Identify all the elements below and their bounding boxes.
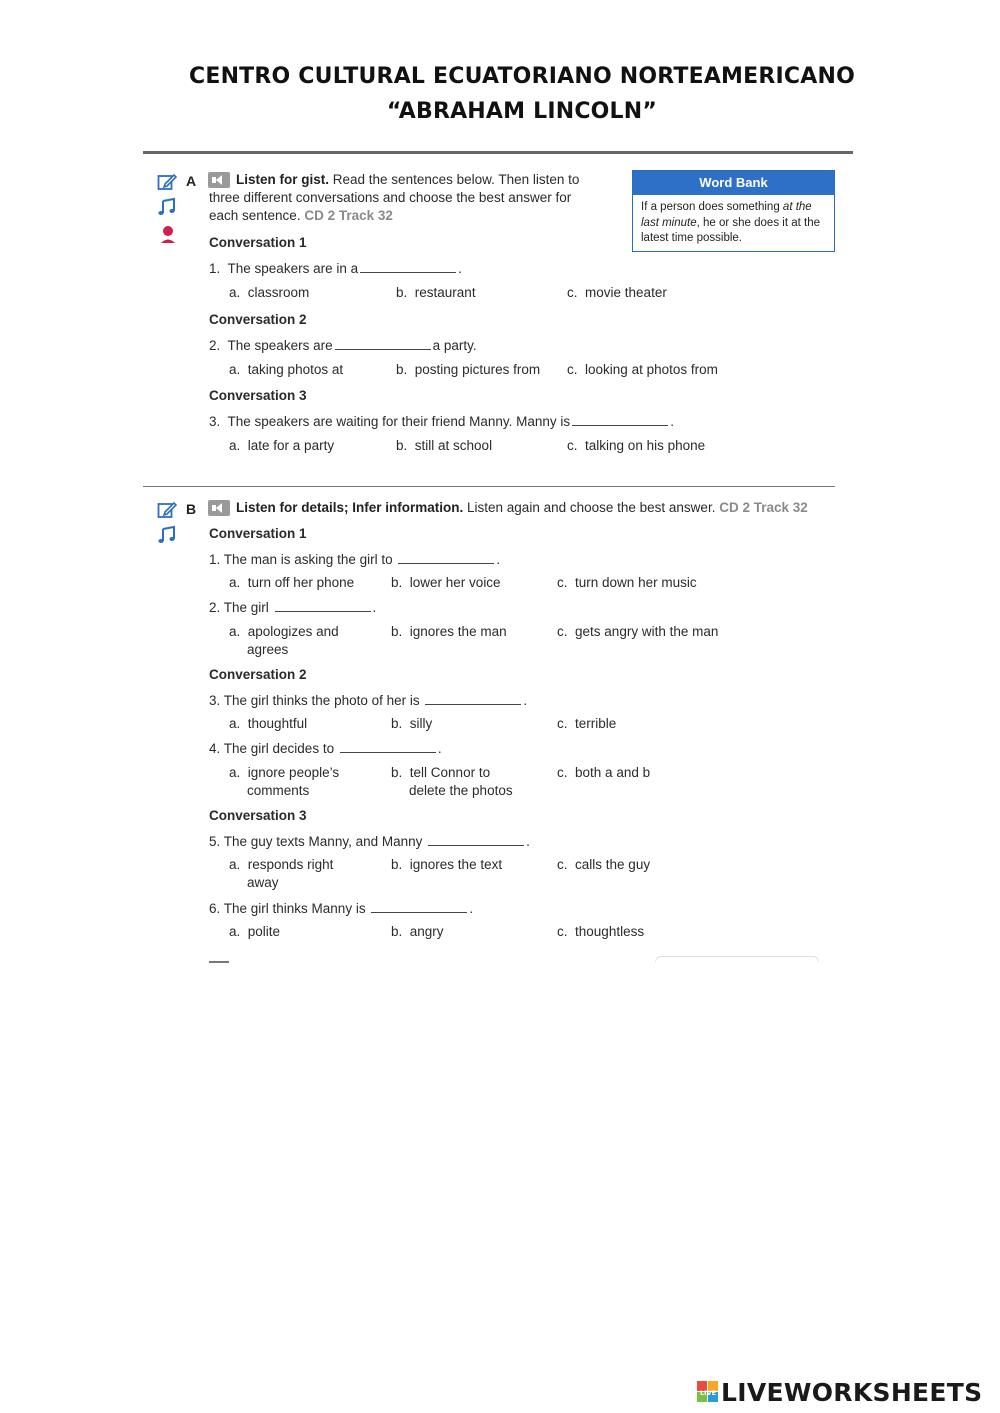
speaker-icon <box>208 500 230 516</box>
option-c[interactable]: c. calls the guy <box>557 857 651 872</box>
option-c[interactable]: c. gets angry with the man <box>557 624 719 639</box>
crop-mark <box>209 961 229 963</box>
question-3 <box>209 414 674 429</box>
option-a[interactable]: a. polite <box>229 924 281 939</box>
music-note-icon <box>157 525 177 545</box>
section-b-letter: B <box>186 501 197 517</box>
question-number: 2. <box>209 338 221 353</box>
header-divider <box>143 151 853 154</box>
instruction-text: Listen again and choose the best answer. <box>463 500 716 515</box>
option-c[interactable]: c. both a and b <box>557 765 651 780</box>
option-b[interactable]: b. tell Connor to <box>391 765 491 780</box>
word-bank-text: If a person does something <box>641 201 783 213</box>
word-bank-term: at the last minute <box>641 201 812 229</box>
section-a-instruction-line2: three different conversations and choose the best answer for <box>209 190 572 205</box>
word-bank-title: Word Bank <box>633 171 834 195</box>
option-a-continued: comments <box>247 783 310 798</box>
question-text: . <box>670 414 674 429</box>
conversation-title: Conversation 2 <box>209 312 307 327</box>
section-divider <box>143 486 835 487</box>
option-a[interactable]: a. late for a party <box>229 438 335 453</box>
option-a[interactable]: a. classroom <box>229 285 310 300</box>
answer-blank[interactable] <box>572 425 668 426</box>
option-b[interactable]: b. ignores the text <box>391 857 503 872</box>
track-label: CD 2 Track 32 <box>304 208 393 223</box>
conversation-title: Conversation 2 <box>209 667 307 682</box>
school-name: CENTRO CULTURAL ECUATORIANO NORTEAMERICANO <box>189 64 855 89</box>
music-note-icon <box>157 197 177 217</box>
question-2 <box>209 338 477 353</box>
question-6: 6. The girl thinks Manny is . <box>209 901 474 916</box>
question-1: 1. The man is asking the girl to . <box>209 552 501 567</box>
logo-mark-icon <box>697 1381 719 1403</box>
question-number: 1. <box>209 261 221 276</box>
answer-blank[interactable] <box>275 611 371 612</box>
option-a-continued: away <box>247 875 279 890</box>
option-a[interactable]: a. ignore people’s <box>229 765 340 780</box>
option-c[interactable]: c. terrible <box>557 716 617 731</box>
question-2: 2. The girl . <box>209 600 377 615</box>
section-a-instruction-line1 <box>236 172 579 187</box>
word-bank-definition <box>633 195 834 252</box>
question-number: 3. <box>209 414 221 429</box>
option-b-continued: delete the photos <box>409 783 513 798</box>
logo-mark-text: LIVE <box>699 1389 717 1397</box>
option-a[interactable]: a. thoughtful <box>229 716 308 731</box>
instruction-bold: Listen for details; Infer information. <box>236 500 464 515</box>
question-5: 5. The guy texts Manny, and Manny . <box>209 834 530 849</box>
question-text: The speakers are waiting for their friend Manny. Manny is <box>227 414 571 429</box>
option-c[interactable]: c. thoughtless <box>557 924 645 939</box>
question-3: 3. The girl thinks the photo of her is . <box>209 693 528 708</box>
track-label: CD 2 Track 32 <box>719 500 808 515</box>
conversation-title: Conversation 3 <box>209 808 307 823</box>
answer-blank[interactable] <box>335 349 431 350</box>
question-text: The speakers are in a <box>227 261 359 276</box>
pencil-edit-icon <box>157 500 177 520</box>
word-bank-text: , he or she does it at the latest time possible. <box>641 216 820 244</box>
section-b-instruction <box>236 500 808 515</box>
option-b[interactable]: b. posting pictures from <box>396 362 541 377</box>
option-b[interactable]: b. silly <box>391 716 433 731</box>
pencil-edit-icon <box>157 172 177 192</box>
logo-text: LIVEWORKSHEETS <box>721 1378 983 1407</box>
person-icon <box>158 224 178 244</box>
answer-blank[interactable] <box>398 563 494 564</box>
answer-blank[interactable] <box>340 752 436 753</box>
conversation-title: Conversation 1 <box>209 526 307 541</box>
speaker-icon <box>208 172 230 188</box>
option-a[interactable]: a. apologizes and <box>229 624 339 639</box>
option-b[interactable]: b. angry <box>391 924 444 939</box>
school-subtitle: “ABRAHAM LINCOLN” <box>386 99 658 124</box>
option-b[interactable]: b. lower her voice <box>391 575 501 590</box>
answer-blank[interactable] <box>428 845 524 846</box>
faint-box-edge <box>655 956 819 962</box>
answer-blank[interactable] <box>371 912 467 913</box>
option-a-continued: agrees <box>247 642 289 657</box>
section-a-letter: A <box>186 173 197 189</box>
option-a[interactable]: a. turn off her phone <box>229 575 355 590</box>
question-text: a party. <box>432 338 477 353</box>
question-1 <box>209 261 462 276</box>
instruction-text: each sentence. <box>209 208 301 223</box>
answer-blank[interactable] <box>360 272 456 273</box>
option-c[interactable]: c. turn down her music <box>557 575 697 590</box>
question-text: . <box>458 261 462 276</box>
option-c[interactable]: c. movie theater <box>567 285 667 300</box>
option-b[interactable]: b. restaurant <box>396 285 476 300</box>
conversation-title: Conversation 3 <box>209 388 307 403</box>
instruction-bold: Listen for gist. <box>236 172 330 187</box>
option-c[interactable]: c. looking at photos from <box>567 362 718 377</box>
instruction-text: Read the sentences below. Then listen to <box>329 172 580 187</box>
option-b[interactable]: b. ignores the man <box>391 624 507 639</box>
word-bank-box <box>632 170 835 252</box>
option-a[interactable]: a. responds right <box>229 857 334 872</box>
conversation-title: Conversation 1 <box>209 235 307 250</box>
question-4: 4. The girl decides to . <box>209 741 442 756</box>
section-a-instruction-line3 <box>209 208 393 223</box>
question-text: The speakers are <box>227 338 333 353</box>
option-a[interactable]: a. taking photos at <box>229 362 344 377</box>
option-c[interactable]: c. talking on his phone <box>567 438 706 453</box>
option-b[interactable]: b. still at school <box>396 438 493 453</box>
answer-blank[interactable] <box>425 704 521 705</box>
